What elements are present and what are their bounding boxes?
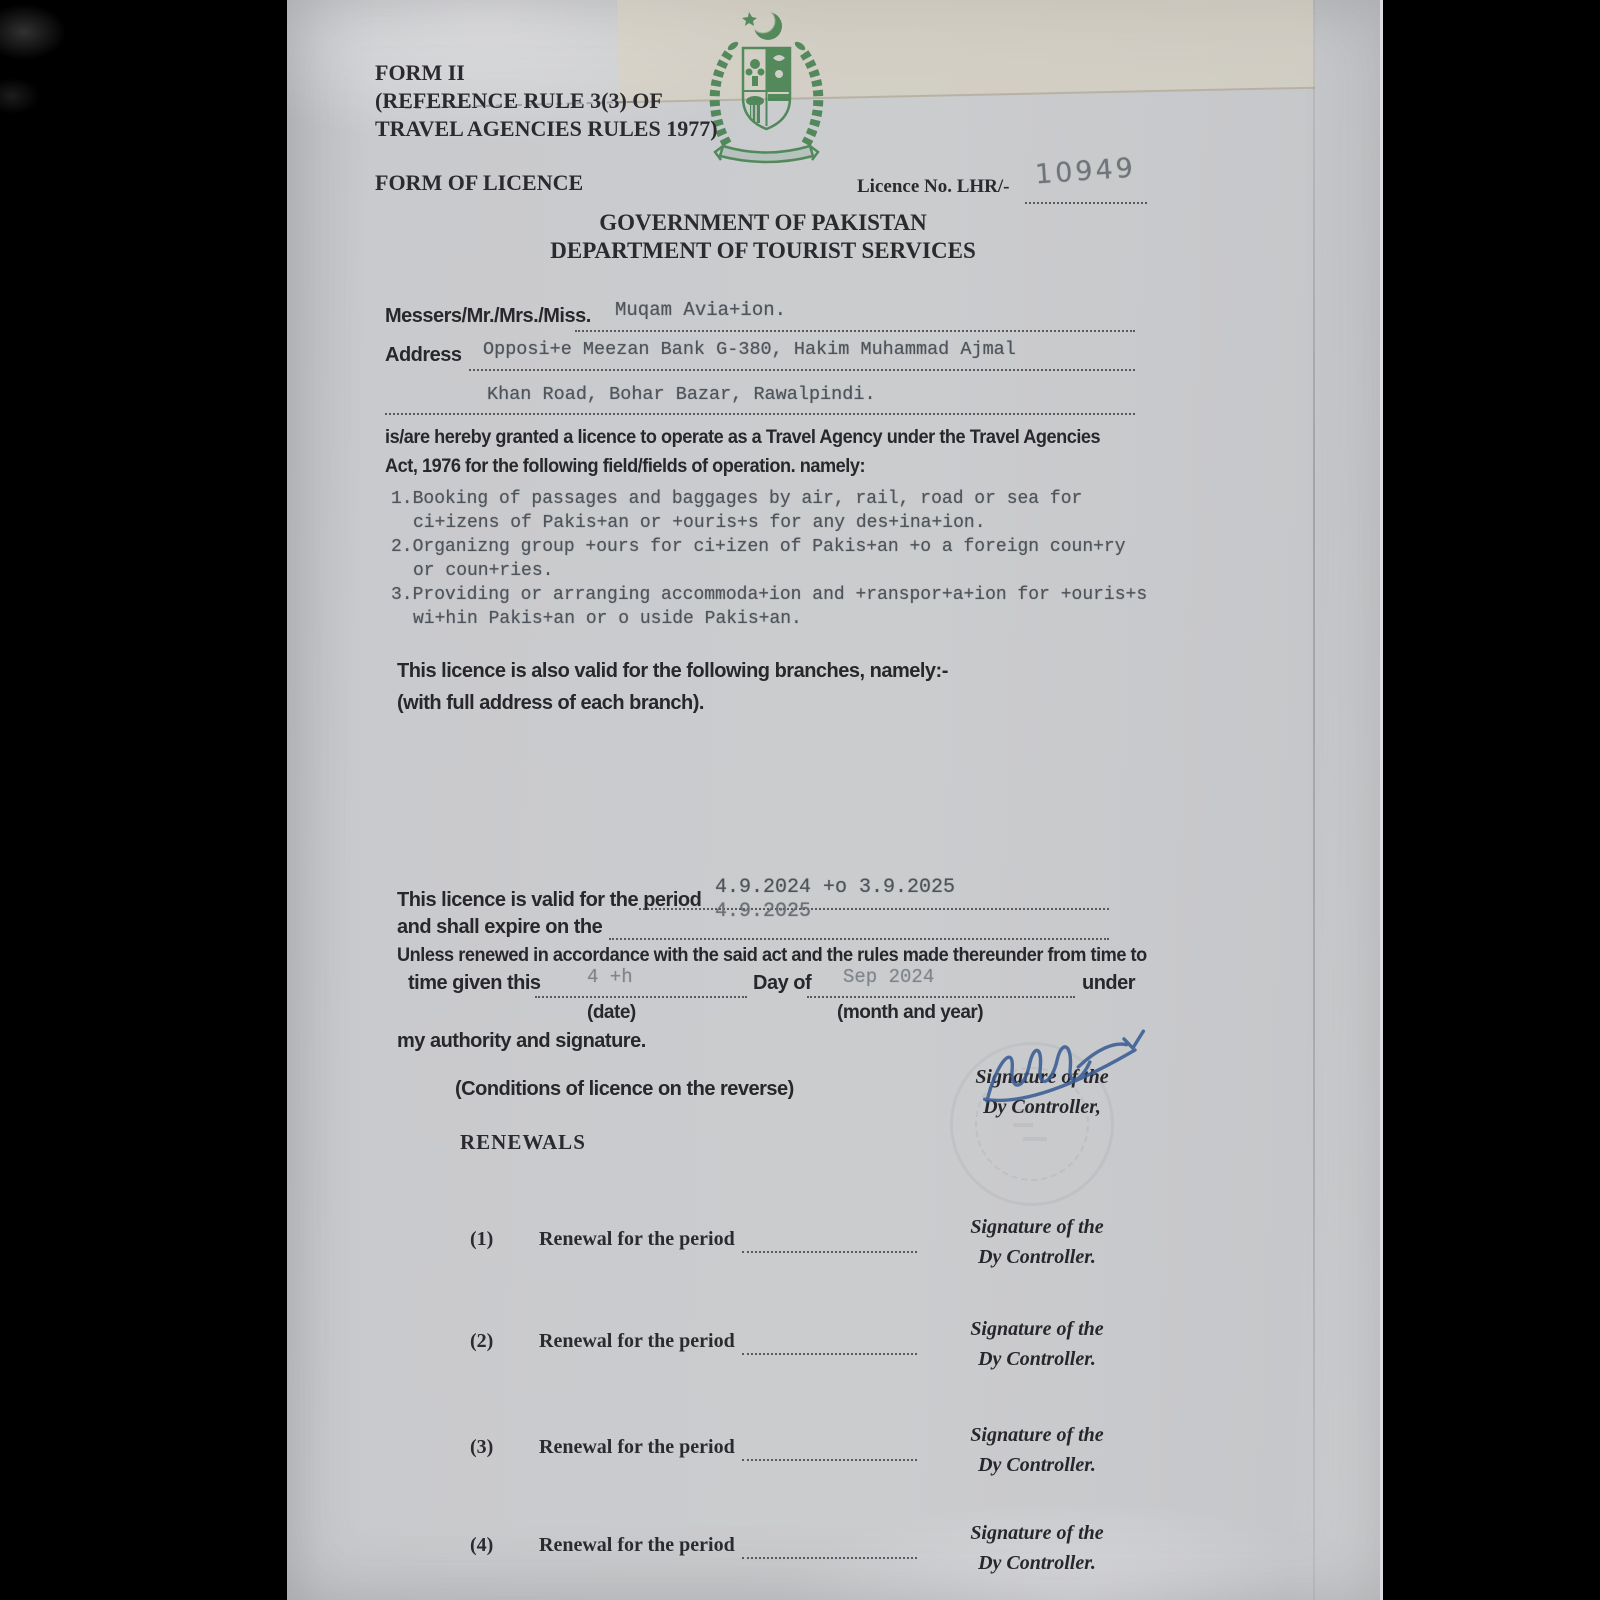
renewals-heading: RENEWALS xyxy=(460,1130,586,1154)
expire-fill-line xyxy=(609,938,1109,940)
under-label: under xyxy=(1082,972,1136,994)
renewal-row-fill-line xyxy=(742,1251,917,1253)
period-fill-line xyxy=(639,908,1109,910)
renewal-sig-line1: Signature of the xyxy=(970,1522,1104,1544)
period-label: This licence is valid for the period xyxy=(397,889,702,911)
grant-intro-line1: is/are hereby granted a licence to operate as a Travel Agency under the Travel Agencies xyxy=(385,426,1101,448)
licence-no-line xyxy=(1025,202,1147,204)
form-id-line1: FORM II xyxy=(375,60,465,85)
renewal-row-fill-line xyxy=(742,1353,917,1355)
govt-title-line1: GOVERNMENT OF PAKISTAN xyxy=(599,210,927,235)
renewal-row-num: (4) xyxy=(470,1534,494,1556)
renew-clause: Unless renewed in accordance with the said act and the rules made thereunder from time to xyxy=(397,944,1147,966)
renewal-row-label: Renewal for the period xyxy=(539,1330,735,1352)
messers-value: Muqam Avia+ion. xyxy=(615,299,787,321)
messers-fill-line xyxy=(575,330,1135,332)
licence-document-page xyxy=(287,0,1383,1600)
dayof-value: Sep 2024 xyxy=(843,966,935,988)
renewal-row-label: Renewal for the period xyxy=(539,1436,735,1458)
licence-no-value: 10949 xyxy=(1034,152,1137,191)
period-value: 4.9.2024 +o 3.9.2025 xyxy=(715,876,956,899)
paper-fold-crease xyxy=(1313,0,1315,1600)
given-fill-line xyxy=(535,996,747,998)
form-of-licence-title: FORM OF LICENCE xyxy=(375,170,584,195)
form-id-line3: TRAVEL AGENCIES RULES 1977) xyxy=(375,116,718,141)
renewal-sig-line1: Signature of the xyxy=(970,1424,1104,1446)
grant-intro-line2: Act, 1976 for the following field/fields of operation. namely: xyxy=(385,455,866,477)
renewal-sig-line1: Signature of the xyxy=(970,1216,1104,1238)
form-id-line2: (REFERENCE RULE 3(3) OF xyxy=(375,88,663,113)
renewal-sig-line1: Signature of the xyxy=(970,1318,1104,1340)
month-caption: (month and year) xyxy=(837,1002,984,1023)
field-item2-line2: or coun+ries. xyxy=(413,561,554,581)
renewal-sig-line2: Dy Controller. xyxy=(978,1454,1096,1476)
dayof-fill-line xyxy=(807,996,1075,998)
field-item1-line2: ci+izens of Pakis+an or +ouris+s for any des+ina+ion. xyxy=(413,513,986,533)
branches-line1: This licence is also valid for the following branches, namely:- xyxy=(397,660,948,682)
renewal-sig-line2: Dy Controller. xyxy=(978,1348,1096,1370)
renewal-row-num: (2) xyxy=(470,1330,494,1352)
expire-value: 4.9.2025 xyxy=(715,900,812,923)
address-value-line2: Khan Road, Bohar Bazar, Rawalpindi. xyxy=(487,384,876,405)
licence-no-label: Licence No. LHR/- xyxy=(857,176,1010,197)
date-caption: (date) xyxy=(587,1002,636,1023)
given-value: 4 +h xyxy=(587,966,633,988)
dy-controller-sig-line2: Dy Controller, xyxy=(983,1096,1101,1118)
govt-title-line2: DEPARTMENT OF TOURIST SERVICES xyxy=(550,238,976,263)
signature-ink-icon xyxy=(974,1024,1161,1127)
address-fill-line2 xyxy=(385,413,1135,415)
renewal-row-num: (3) xyxy=(470,1436,494,1458)
scan-noise xyxy=(0,0,120,160)
renewal-sig-line2: Dy Controller. xyxy=(978,1246,1096,1268)
field-item3-line1: 3.Providing or arranging accommoda+ion and +ranspor+a+ion for +ouris+s xyxy=(391,585,1148,605)
given-label: time given this xyxy=(408,972,541,994)
expire-label: and shall expire on the xyxy=(397,916,603,938)
address-label: Address xyxy=(385,344,462,366)
field-item1-line1: 1.Booking of passages and baggages by air, rail, road or sea for xyxy=(391,489,1083,509)
renewal-row-label: Renewal for the period xyxy=(539,1534,735,1556)
renewal-row-num: (1) xyxy=(470,1228,494,1250)
address-fill-line1 xyxy=(469,369,1135,371)
field-item2-line1: 2.Organizng group +ours for ci+izen of Pakis+an +o a foreign coun+ry xyxy=(391,537,1126,557)
renewal-row-fill-line xyxy=(742,1459,917,1461)
pakistan-emblem-icon xyxy=(695,6,838,170)
branches-line2: (with full address of each branch). xyxy=(397,692,704,714)
address-value-line1: Opposi+e Meezan Bank G-380, Hakim Muhammad Ajmal xyxy=(483,339,1016,360)
renewal-row-fill-line xyxy=(742,1557,917,1559)
renewal-sig-line2: Dy Controller. xyxy=(978,1552,1096,1574)
conditions-note: (Conditions of licence on the reverse) xyxy=(455,1078,794,1100)
field-item3-line2: wi+hin Pakis+an or o uside Pakis+an. xyxy=(413,609,802,629)
dayof-label: Day of xyxy=(753,972,812,994)
messers-label: Messers/Mr./Mrs./Miss. xyxy=(385,305,591,327)
renewal-row-label: Renewal for the period xyxy=(539,1228,735,1250)
authority-line: my authority and signature. xyxy=(397,1030,646,1052)
dy-controller-sig-line1: Signature of the xyxy=(975,1066,1109,1088)
